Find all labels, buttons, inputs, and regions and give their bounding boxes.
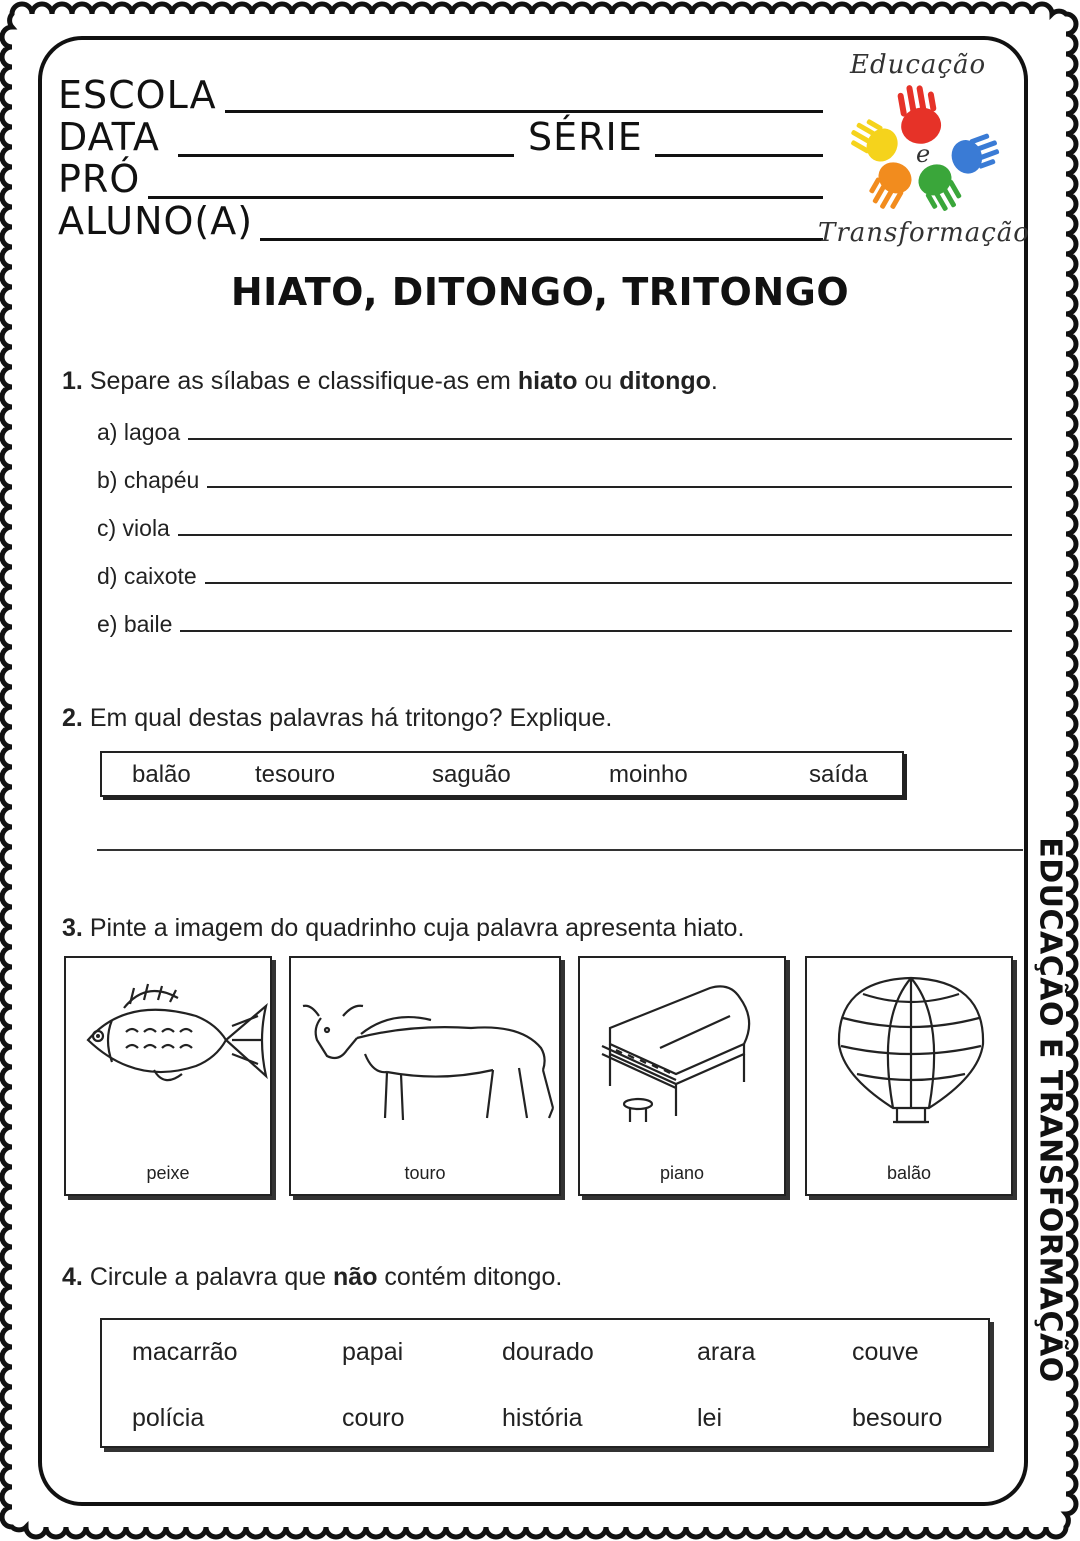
card-caption: touro xyxy=(404,1163,446,1183)
question-4 xyxy=(62,1263,562,1292)
fish-icon xyxy=(66,958,274,1148)
q1-item-label: d) caixote xyxy=(97,563,197,589)
q4-word[interactable]: papai xyxy=(342,1338,404,1366)
q1-item-d xyxy=(97,558,1012,590)
card-caption: balão xyxy=(886,1163,932,1183)
question-2-text: Em qual destas palavras há tritongo? Explique. xyxy=(89,704,613,732)
answer-line[interactable] xyxy=(205,582,1012,584)
question-1-number: 1. xyxy=(62,367,83,395)
bull-icon xyxy=(291,958,563,1148)
question-2-number: 2. xyxy=(62,704,83,732)
q4-word[interactable]: arara xyxy=(697,1338,756,1366)
q1-item-label: b) chapéu xyxy=(97,467,200,493)
q4-word[interactable]: dourado xyxy=(502,1338,594,1366)
q4-word[interactable]: macarrão xyxy=(132,1338,238,1366)
question-1-bold-hiato: hiato xyxy=(517,367,578,395)
q4-word[interactable]: couve xyxy=(852,1338,919,1366)
q4-word[interactable]: couro xyxy=(342,1404,405,1432)
hand-yellow xyxy=(845,114,904,167)
data-line[interactable] xyxy=(178,154,514,157)
hand-red xyxy=(894,81,944,147)
q2-word[interactable]: moinho xyxy=(609,761,688,788)
q1-item-e xyxy=(97,606,1012,638)
serie-label: SÉRIE xyxy=(528,115,643,159)
answer-line[interactable] xyxy=(188,438,1012,440)
hot-air-balloon-icon xyxy=(807,958,1015,1148)
question-4-bold-nao: não xyxy=(333,1263,378,1291)
q2-word[interactable]: saguão xyxy=(432,761,511,788)
answer-line[interactable] xyxy=(207,486,1012,488)
question-1-end: . xyxy=(710,367,718,395)
q1-item-b xyxy=(97,462,1012,494)
escola-line[interactable] xyxy=(225,110,823,113)
question-1-text: Separe as sílabas e classifique-as em xyxy=(89,367,511,395)
pro-label: PRÓ xyxy=(58,157,141,201)
question-4-text-after: contém ditongo. xyxy=(384,1263,563,1291)
aluno-label: ALUNO(A) xyxy=(58,199,254,243)
question-3-number: 3. xyxy=(62,914,83,942)
side-watermark-text: EDUCAÇÃO E TRANSFORMAÇÃO xyxy=(1032,837,1068,1383)
answer-line[interactable] xyxy=(178,534,1012,536)
aluno-line[interactable] xyxy=(260,238,823,241)
q1-item-c xyxy=(97,510,1012,542)
serie-line[interactable] xyxy=(655,154,823,157)
q1-item-a xyxy=(97,414,1012,446)
question-3 xyxy=(62,914,744,943)
q2-answer-line[interactable] xyxy=(97,849,1023,851)
hand-orange xyxy=(864,156,917,215)
q2-word[interactable]: balão xyxy=(132,761,191,788)
card-caption: peixe xyxy=(146,1163,190,1183)
logo-text-bottom: Transformação xyxy=(818,218,1030,248)
question-4-text: Circule a palavra que xyxy=(89,1263,327,1291)
q2-word[interactable]: saída xyxy=(809,761,868,788)
card-piano[interactable] xyxy=(578,956,786,1196)
q4-word[interactable]: lei xyxy=(697,1404,723,1432)
data-label: DATA xyxy=(58,115,160,159)
question-3-text: Pinte a imagem do quadrinho cuja palavra apresenta hiato. xyxy=(89,914,745,942)
escola-label: ESCOLA xyxy=(58,73,217,117)
q4-word[interactable]: polícia xyxy=(132,1404,205,1432)
question-4-number: 4. xyxy=(62,1263,83,1291)
q2-word[interactable]: tesouro xyxy=(255,761,336,788)
q1-item-label: e) baile xyxy=(97,611,173,637)
q1-item-label: a) lagoa xyxy=(97,419,181,445)
question-1 xyxy=(62,367,718,396)
q2-word-box xyxy=(100,751,904,797)
card-peixe[interactable] xyxy=(64,956,272,1196)
card-balao[interactable] xyxy=(805,956,1013,1196)
piano-icon xyxy=(580,958,788,1148)
q1-item-label: c) viola xyxy=(97,515,170,541)
logo-text-top: Educação xyxy=(850,50,987,80)
question-1-bold-ditongo: ditongo xyxy=(619,367,711,395)
q4-word-box xyxy=(100,1318,990,1448)
question-2 xyxy=(62,704,612,733)
logo-text-middle: e xyxy=(916,140,931,168)
card-caption: piano xyxy=(659,1163,705,1183)
q4-word[interactable]: besouro xyxy=(852,1404,943,1432)
card-touro[interactable] xyxy=(289,956,561,1196)
answer-line[interactable] xyxy=(180,630,1012,632)
page-title: HIATO, DITONGO, TRITONGO xyxy=(230,270,850,314)
question-1-mid: ou xyxy=(584,367,613,395)
q4-word[interactable]: história xyxy=(502,1404,583,1432)
hand-blue xyxy=(947,130,1004,178)
